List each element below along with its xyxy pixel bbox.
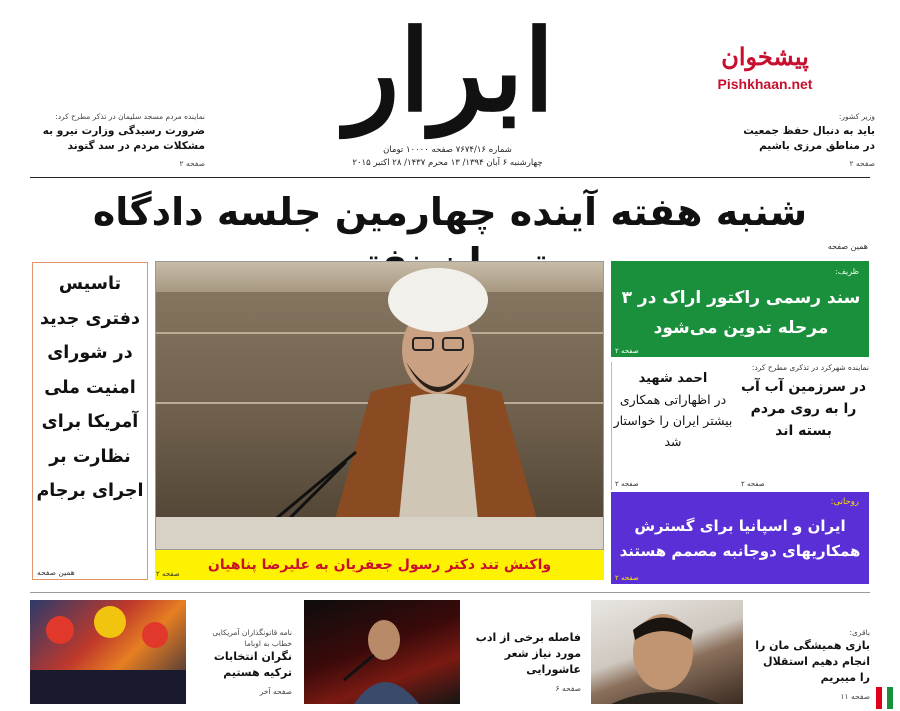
turkey-rally-photo[interactable] bbox=[30, 600, 186, 704]
date-line: چهارشنبه ۶ آبان ۱۳۹۴/ ۱۳ محرم ۱۴۳۷/ ۲۸ اکتبر ۲۰۱۵ bbox=[352, 158, 543, 168]
story-kicker: روحانی: bbox=[830, 497, 859, 507]
teaser-page: صفحه ۲ bbox=[179, 159, 205, 168]
story-title: فاصله برخی از ادب مورد نیاز شعر عاشورایی bbox=[475, 631, 581, 676]
story-page-ref: صفحه ۱۱ bbox=[840, 692, 870, 701]
story-ahmed-shaheed[interactable] bbox=[611, 362, 734, 490]
story-page-ref: صفحه ۲ bbox=[741, 480, 765, 488]
poet-photo[interactable] bbox=[304, 600, 460, 704]
story-kicker: نامه قانونگذاران آمریکایی خطاب به اوباما bbox=[212, 628, 292, 648]
story-page-ref: صفحه ۶ bbox=[555, 684, 581, 693]
bottom-divider bbox=[30, 592, 870, 593]
bottom-story-poetry[interactable] bbox=[466, 630, 581, 696]
story-title: نگران انتخابات ترکیه هستیم bbox=[213, 650, 292, 679]
story-subtitle: در اظهاراتی همکاری بیشتر ایران را خواستار شد bbox=[613, 392, 733, 449]
story-title: در سرزمین آب آب را به روی مردم بسته اند bbox=[740, 379, 867, 439]
color-marker-red bbox=[876, 687, 882, 709]
main-headline[interactable]: شنبه هفته آینده چهارمین جلسه دادگاه bbox=[92, 190, 808, 234]
masthead-divider bbox=[30, 177, 870, 178]
story-kicker: باقری: bbox=[849, 628, 870, 637]
story-title: ایران و اسپانیا برای گسترش همکاریهای دوجانبه مصمم هستند bbox=[619, 517, 861, 560]
story-box-spain[interactable] bbox=[611, 492, 869, 584]
story-kicker: ظریف: bbox=[835, 267, 859, 276]
story-page-ref: صفحه ۲ bbox=[615, 574, 639, 582]
pishkhaan-logo bbox=[705, 40, 825, 110]
main-photo[interactable] bbox=[155, 261, 604, 550]
story-kicker: نماینده شهرکرد در تذکری مطرح کرد: bbox=[751, 363, 869, 372]
story-page-ref: صفحه آخر bbox=[259, 687, 292, 696]
teaser-kicker: نماینده مردم مسجد سلیمان در تذکر مطرح کرد: bbox=[55, 112, 205, 121]
pishkhaan-fa: پیشخوان bbox=[721, 42, 809, 71]
teaser-page: صفحه ۲ bbox=[849, 159, 875, 168]
teaser-interior-minister[interactable] bbox=[735, 110, 875, 171]
story-title: احمد شهید bbox=[638, 371, 708, 386]
teaser-masjed-soleyman[interactable] bbox=[40, 110, 205, 171]
story-box-jcpoa[interactable] bbox=[32, 262, 148, 580]
headline-page-ref: همین صفحه bbox=[827, 242, 868, 251]
pishkhaan-url: Pishkhaan.net bbox=[717, 76, 813, 92]
story-text: تاسیس دفتری جدید در شورای امنیت ملی آمریکا برای نظارت بر اجرای برجام bbox=[36, 274, 144, 501]
poet-illustration bbox=[304, 600, 460, 704]
masthead-logo: ابرار bbox=[345, 6, 555, 137]
bottom-story-esteghlal[interactable] bbox=[750, 627, 870, 704]
teaser-kicker: وزیر کشور: bbox=[838, 112, 875, 121]
story-box-arak[interactable] bbox=[611, 261, 869, 357]
story-page-ref: صفحه ۲ bbox=[615, 480, 639, 488]
teaser-title: باید به دنبال حفظ جمعیت در مناطق مرزی باشیم bbox=[743, 125, 875, 152]
coach-illustration bbox=[591, 600, 743, 704]
speaker-figure bbox=[156, 262, 604, 550]
story-page-ref: صفحه ۲ bbox=[615, 347, 639, 355]
color-marker-green bbox=[887, 687, 893, 709]
coach-photo[interactable] bbox=[591, 600, 743, 704]
caption-page-ref: صفحه ۲ bbox=[156, 570, 180, 578]
bottom-story-turkey[interactable] bbox=[192, 627, 292, 699]
story-page-ref: همین صفحه bbox=[37, 568, 75, 577]
teaser-title: ضرورت رسیدگی وزارت نیرو به مشکلات مردم در سد گتوند bbox=[42, 125, 205, 152]
issue-line: شماره ۷۶۷۴/۱۶ صفحه ۱۰۰۰۰ تومان bbox=[383, 145, 512, 155]
story-title: بازی همیشگی مان را انجام دهیم استقلال را میبریم bbox=[755, 639, 870, 684]
story-title: سند رسمی راکتور اراک در ۳ مرحله تدوین می‌شود bbox=[621, 288, 861, 338]
photo-caption[interactable]: واکنش تند دکتر رسول جعفریان به علیرضا پناهیان bbox=[155, 550, 604, 580]
issue-info bbox=[335, 144, 560, 170]
story-shahrekord[interactable] bbox=[738, 362, 869, 490]
crowd-illustration bbox=[30, 600, 186, 704]
